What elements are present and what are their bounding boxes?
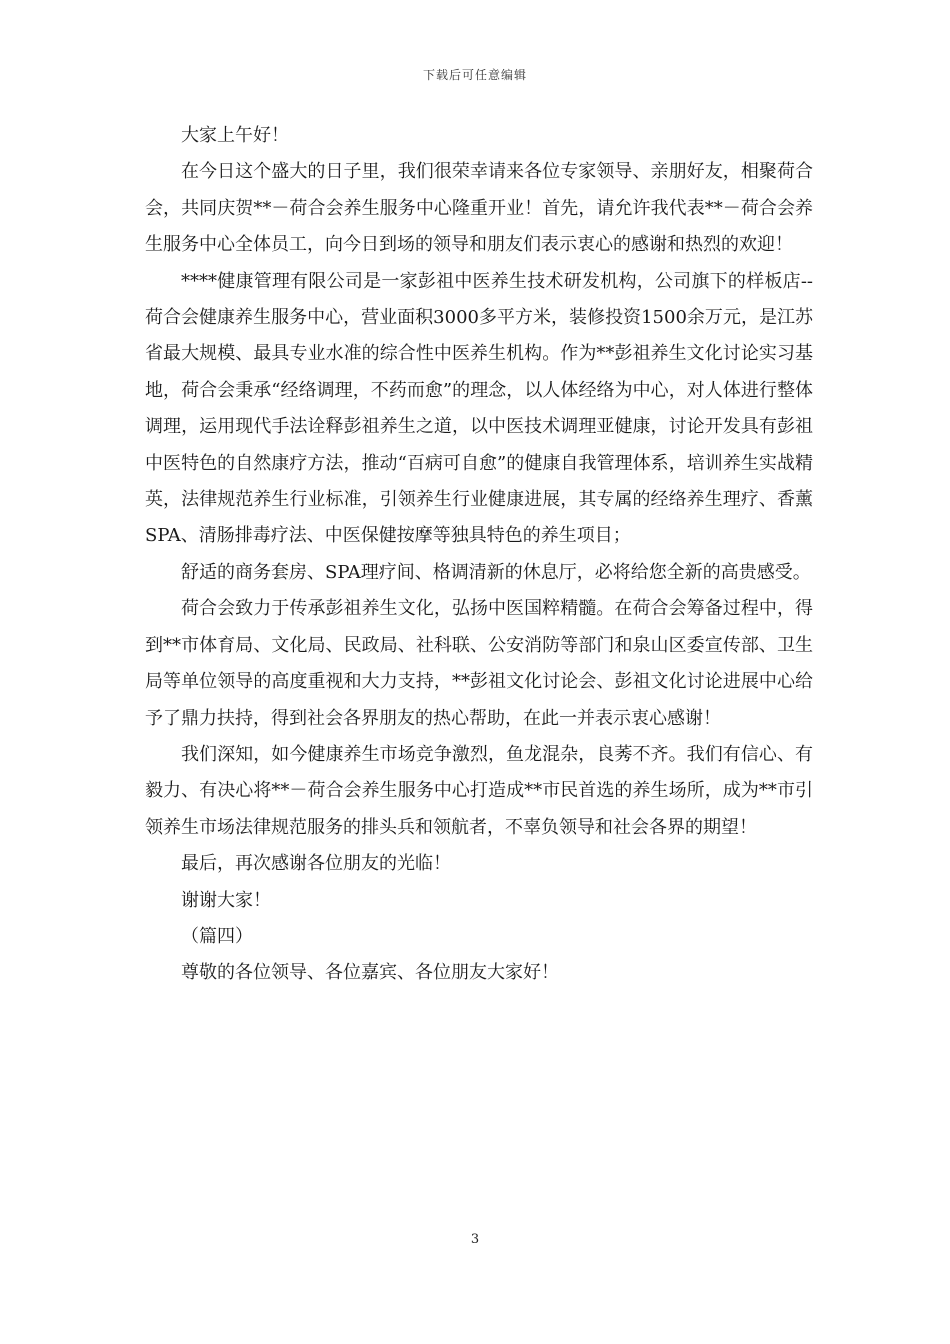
paragraph-thank-you: 谢谢大家！	[181, 889, 271, 911]
page-header-note: 下载后可任意编辑	[422, 68, 527, 82]
page-number: 3	[470, 1232, 480, 1247]
paragraph-commitment: 我们深知，如今健康养生市场竞争激烈，鱼龙混杂，良莠不齐。我们有信心、有毅力、有决心将**－荷合会养生服务中心打造成**市民首选的养生场所，成为**市引领养生市场法律规范服务的排头兵和领航者，不辜负领导和社会各界的期望！	[145, 743, 813, 838]
paragraph-thanks-support: 荷合会致力于传承彭祖养生文化，弘扬中医国粹精髓。在荷合会筹备过程中，得到**市体育局、文化局、民政局、社科联、公安消防等部门和泉山区委宣传部、卫生局等单位领导的高度重视和大力支持，**彭祖文化讨论会、彭祖文化讨论进展中心给予了鼎力扶持，得到社会各界朋友的热心帮助，在此一并表示衷心感谢！	[145, 598, 813, 729]
paragraph-welcome: 在今日这个盛大的日子里，我们很荣幸请来各位专家领导、亲朋好友，相聚荷合会，共同庆贺**－荷合会养生服务中心隆重开业！首先，请允许我代表**－荷合会养生服务中心全体员工，向今日到场的领导和朋友们表示衷心的感谢和热烈的欢迎！	[145, 161, 813, 256]
paragraph-greeting: 大家上午好！	[181, 125, 289, 146]
document-body	[145, 118, 813, 992]
section-label: （篇四）	[181, 925, 253, 947]
paragraph-salutation: 尊敬的各位领导、各位嘉宾、各位朋友大家好！	[181, 962, 559, 984]
paragraph-company-intro: ****健康管理有限公司是一家彭祖中医养生技术研发机构，公司旗下的样板店--荷合会健康养生服务中心，营业面积3000多平方米，装修投资1500余万元，是江苏省最大规模、最具专业水准的综合性中医养生机构。作为**彭祖养生文化讨论实习基地，荷合会秉承“经络调理，不药而愈”的理念，以人体经络为中心，对人体进行整体调理，运用现代手法诠释彭祖养生之道，以中医技术调理亚健康，讨论开发具有彭祖中医特色的自然康疗方法，推动“百病可自愈”的健康自我管理体系，培训养生实战精英，法律规范养生行业标准，引领养生行业健康进展，其专属的经络养生理疗、香薰SPA、清肠排毒疗法、中医保健按摩等独具特色的养生项目；	[145, 270, 813, 547]
paragraph-closing-thanks: 最后，再次感谢各位朋友的光临！	[181, 853, 451, 875]
paragraph-facilities: 舒适的商务套房、SPA理疗间、格调清新的休息厅，必将给您全新的高贵感受。	[181, 561, 811, 583]
